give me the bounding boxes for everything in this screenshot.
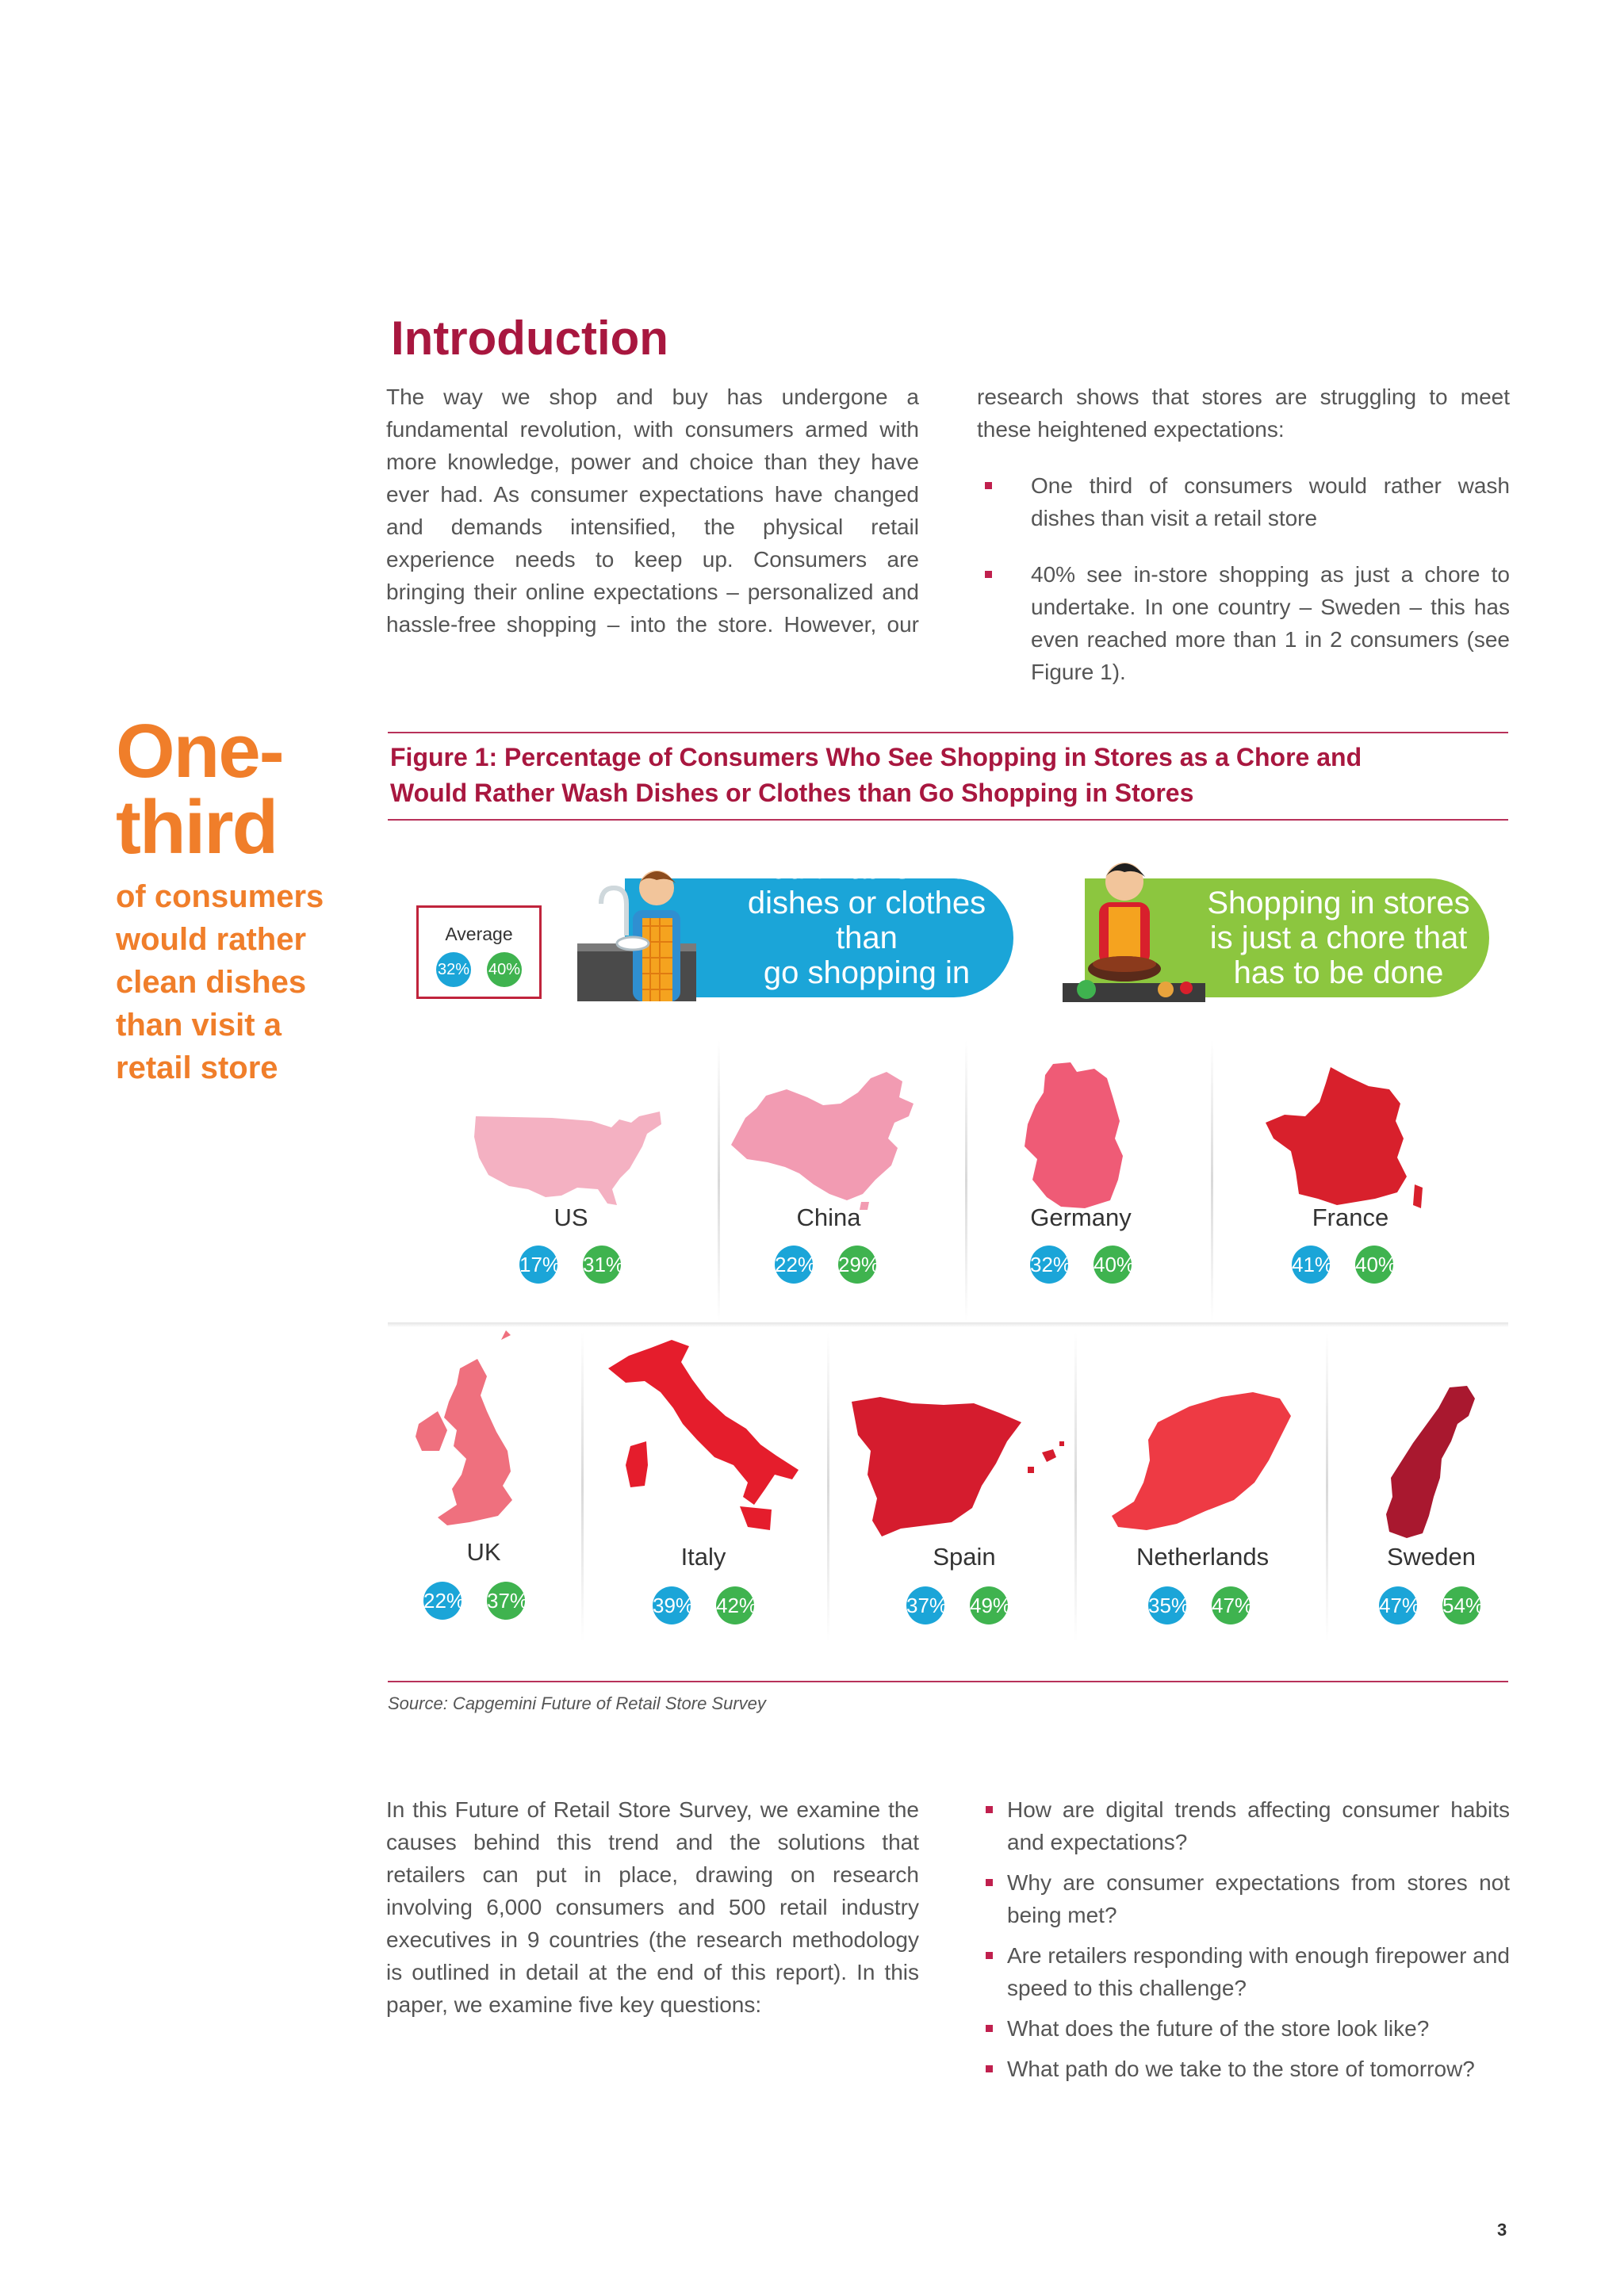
list-item: What path do we take to the store of tomorrow? — [983, 2053, 1510, 2085]
grid-divider — [718, 1040, 720, 1322]
chore-badge: 31% — [583, 1246, 621, 1284]
country-name: Germany — [1030, 1203, 1132, 1231]
average-label: Average — [445, 924, 513, 944]
uk-map-icon — [414, 1329, 520, 1527]
country-name: US — [553, 1203, 588, 1231]
spain-map-icon — [848, 1395, 1064, 1541]
page-number: 3 — [1497, 2220, 1507, 2240]
china-map-icon — [730, 1069, 928, 1211]
legend-line: Shopping in stores — [1207, 886, 1470, 920]
page-title: Introduction — [391, 312, 668, 365]
figure-source: Source: Capgemini Future of Retail Store Survey — [388, 1693, 766, 1713]
list-item: 40% see in-store shopping as just a chore to undertake. In one country – Sweden – this has even reached more than 1 in 2 consumers (see Figure 1). — [977, 558, 1510, 688]
closing-paragraph: In this Future of Retail Store Survey, we examine the causes behind this trend and the solutions that retailers can put in place, drawing on research involving 6,000 consumers and 500 retail industry executives in 9 countries (the research methodology is outlined in detail at the end of this report). In this paper, we examine five key questions: — [386, 1797, 919, 2017]
wash-badge: 22% — [775, 1246, 813, 1284]
figure-title-line: Figure 1: Percentage of Consumers Who See Shopping in Stores as a Chore and — [390, 743, 1362, 771]
country-name: Spain — [933, 1543, 996, 1571]
chore-badge: 47% — [1212, 1586, 1250, 1624]
grid-divider — [965, 1040, 967, 1322]
list-item: One third of consumers would rather wash dishes than visit a retail store — [977, 469, 1510, 534]
legend-line: has to be done — [1233, 955, 1444, 990]
legend-line: go shopping in stores — [763, 955, 971, 1025]
country-name: Netherlands — [1136, 1543, 1270, 1571]
legend-line: dishes or clothes than — [747, 886, 986, 955]
country-name: Sweden — [1386, 1543, 1477, 1571]
intro-bullet-list — [977, 469, 1510, 688]
closing-left-column — [386, 1793, 919, 2021]
figure-title-rule — [388, 819, 1508, 821]
italy-map-icon — [605, 1338, 803, 1532]
list-item: How are digital trends affecting consumer habits and expectations? — [983, 1793, 1510, 1858]
intro-right-column — [977, 381, 1510, 688]
pull-quote-line: of consumers — [116, 879, 324, 914]
legend-line: is just a chore that — [1209, 920, 1468, 955]
figure-top-rule — [388, 732, 1508, 733]
sweden-map-icon — [1383, 1384, 1478, 1540]
grid-divider — [581, 1332, 584, 1641]
grid-divider — [827, 1332, 829, 1641]
chore-badge: 40% — [1355, 1246, 1393, 1284]
dishwasher-person-icon — [577, 855, 728, 1001]
figure-title — [390, 740, 1508, 811]
chore-badge: 54% — [1442, 1586, 1480, 1624]
pull-quote-line: would rather — [116, 922, 307, 957]
chef-cooking-icon — [1063, 850, 1205, 1002]
pull-quote-line: retail store — [116, 1050, 278, 1085]
intro-paragraph: The way we shop and buy has undergone a fundamental revolution, with consumers armed with more knowledge, power and choice than they have ever had. As consumer expectations have changed and demands intensified, the physical retail experience needs to keep up. Consumers are bringing their online expectations – personalized and hassle-free shopping – into the store. However, our — [386, 385, 919, 637]
germany-map-icon — [1021, 1061, 1132, 1210]
pull-quote-line: clean dishes — [116, 965, 307, 1000]
wash-badge: 41% — [1292, 1246, 1330, 1284]
legend-line: I would rather wash — [729, 851, 1005, 886]
figure-title-line: Would Rather Wash Dishes or Clothes than Go Shopping in Stores — [390, 779, 1194, 807]
average-box — [416, 905, 542, 999]
pull-quote-text — [116, 875, 324, 1089]
wash-badge: 47% — [1379, 1586, 1417, 1624]
country-name: UK — [466, 1538, 501, 1566]
figure-bottom-rule — [388, 1681, 1508, 1682]
wash-badge: 32% — [1030, 1246, 1068, 1284]
wash-badge: 35% — [1148, 1586, 1186, 1624]
grid-divider — [1074, 1332, 1077, 1641]
intro-paragraph-cont: research shows that stores are struggling to meet these heightened expectations: — [977, 385, 1510, 442]
pull-quote-line: One- — [116, 709, 283, 794]
intro-left-column — [386, 381, 919, 641]
list-item: What does the future of the store look like? — [983, 2012, 1510, 2045]
wash-badge: 22% — [423, 1582, 462, 1620]
grid-divider — [1326, 1332, 1328, 1641]
pull-quote-line: than visit a — [116, 1008, 282, 1043]
country-name: Italy — [680, 1543, 726, 1571]
country-name: France — [1312, 1203, 1389, 1231]
average-wash-badge: 32% — [436, 952, 471, 987]
list-item: Are retailers responding with enough firepower and speed to this challenge? — [983, 1939, 1510, 2004]
chore-badge: 49% — [970, 1586, 1008, 1624]
wash-badge: 37% — [906, 1586, 944, 1624]
closing-right-column — [983, 1793, 1510, 2085]
chore-badge: 42% — [716, 1586, 754, 1624]
pull-quote-headline — [116, 709, 283, 870]
pull-quote-line: third — [116, 785, 278, 870]
france-map-icon — [1264, 1066, 1426, 1213]
country-name: China — [796, 1203, 861, 1231]
grid-row-divider — [388, 1322, 1508, 1327]
list-item: Why are consumer expectations from stores not being met? — [983, 1866, 1510, 1931]
average-chore-badge: 40% — [487, 952, 522, 987]
grid-divider — [1211, 1040, 1213, 1322]
chore-badge: 37% — [487, 1582, 525, 1620]
wash-badge: 17% — [519, 1246, 557, 1284]
netherlands-map-icon — [1110, 1391, 1293, 1532]
us-map-icon — [473, 1110, 667, 1209]
chore-badge: 29% — [838, 1246, 876, 1284]
wash-badge: 39% — [653, 1586, 691, 1624]
chore-badge: 40% — [1094, 1246, 1132, 1284]
questions-list — [983, 1793, 1510, 2085]
